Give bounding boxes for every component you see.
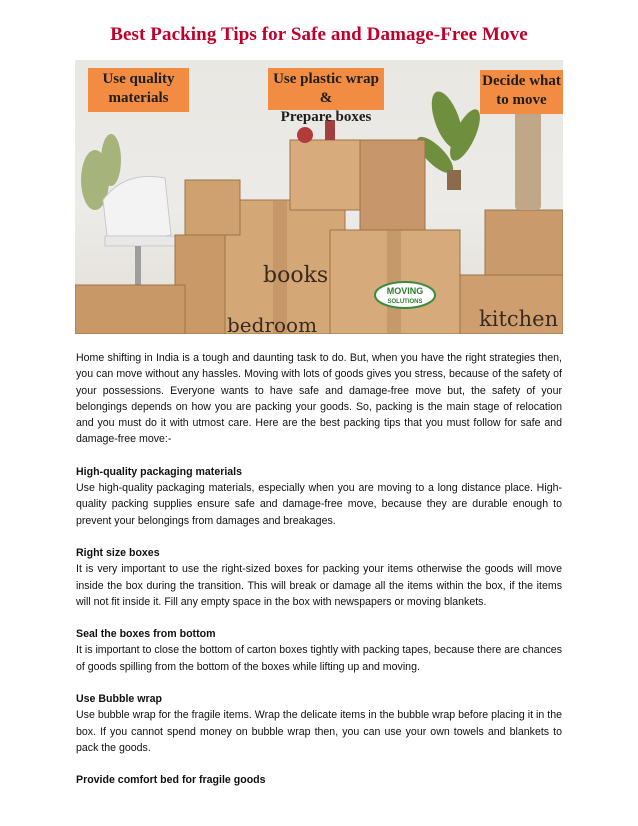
section-body-bubble-wrap: Use bubble wrap for the fragile items. Wrap the delicate items in the bubble wrap before placing it in the box. If you cannot spend money on bubble wrap then, you can use your own towels and blankets to pack the goods.	[76, 709, 562, 754]
svg-text:MOVING: MOVING	[386, 286, 424, 296]
section-heading-bubble-wrap: Use Bubble wrap	[76, 693, 162, 706]
section-heading-quality-materials: High-quality packaging materials	[76, 465, 243, 478]
box-label-kitchen: kitchen	[479, 307, 559, 331]
article-body	[76, 350, 562, 789]
hero-image	[75, 60, 563, 334]
banner-use-quality-materials: Use quality materials	[88, 68, 189, 112]
section-heading-seal-boxes: Seal the boxes from bottom	[76, 628, 216, 641]
svg-text:SOLUTIONS: SOLUTIONS	[387, 299, 423, 305]
intro-paragraph: Home shifting in India is a tough and daunting task to do. But, when you have the right strategies then, you can move without any hassles. Moving with lots of goods gives you stress, because of the safety of your possessions. Everyone wants to have safe and damage-free move but, the safety of your belongings depends on how you are packing your goods. So, packing is the main stage of relocation and you must do it with utmost care. Here are the best packing tips that you must follow for safe and damage-free move:-	[76, 352, 562, 446]
section-heading-right-size-boxes: Right size boxes	[76, 546, 160, 559]
section-body-seal-boxes: It is important to close the bottom of carton boxes tightly with packing tapes, because there are chances of goods spilling from the bottom of the boxes while lifting up and moving.	[76, 644, 562, 673]
section-body-quality-materials: Use high-quality packaging materials, especially when you are moving to a long distance place. High-quality packing supplies ensure safe and damage-free move, because they are durable enough to prevent your belongings from damages and breakages.	[76, 482, 562, 527]
banner-plastic-wrap: Use plastic wrap & Prepare boxes	[268, 68, 384, 110]
section-heading-comfort-bed: Provide comfort bed for fragile goods	[76, 774, 266, 787]
section-body-right-size-boxes: It is very important to use the right-sized boxes for packing your items otherwise the goods will move inside the box during the transition. This will break or damage all the items within the box, if the items will not fit inside it. Fill any empty space in the box with newspapers or moving blankets.	[76, 563, 562, 608]
page-title: Best Packing Tips for Safe and Damage-Free Move	[110, 24, 528, 45]
banner-decide-what-to-move: Decide what to move	[480, 70, 563, 114]
box-label-bedroom: bedroom	[227, 313, 318, 334]
moving-solutions-logo	[375, 282, 435, 308]
box-label-books: books	[263, 263, 329, 288]
